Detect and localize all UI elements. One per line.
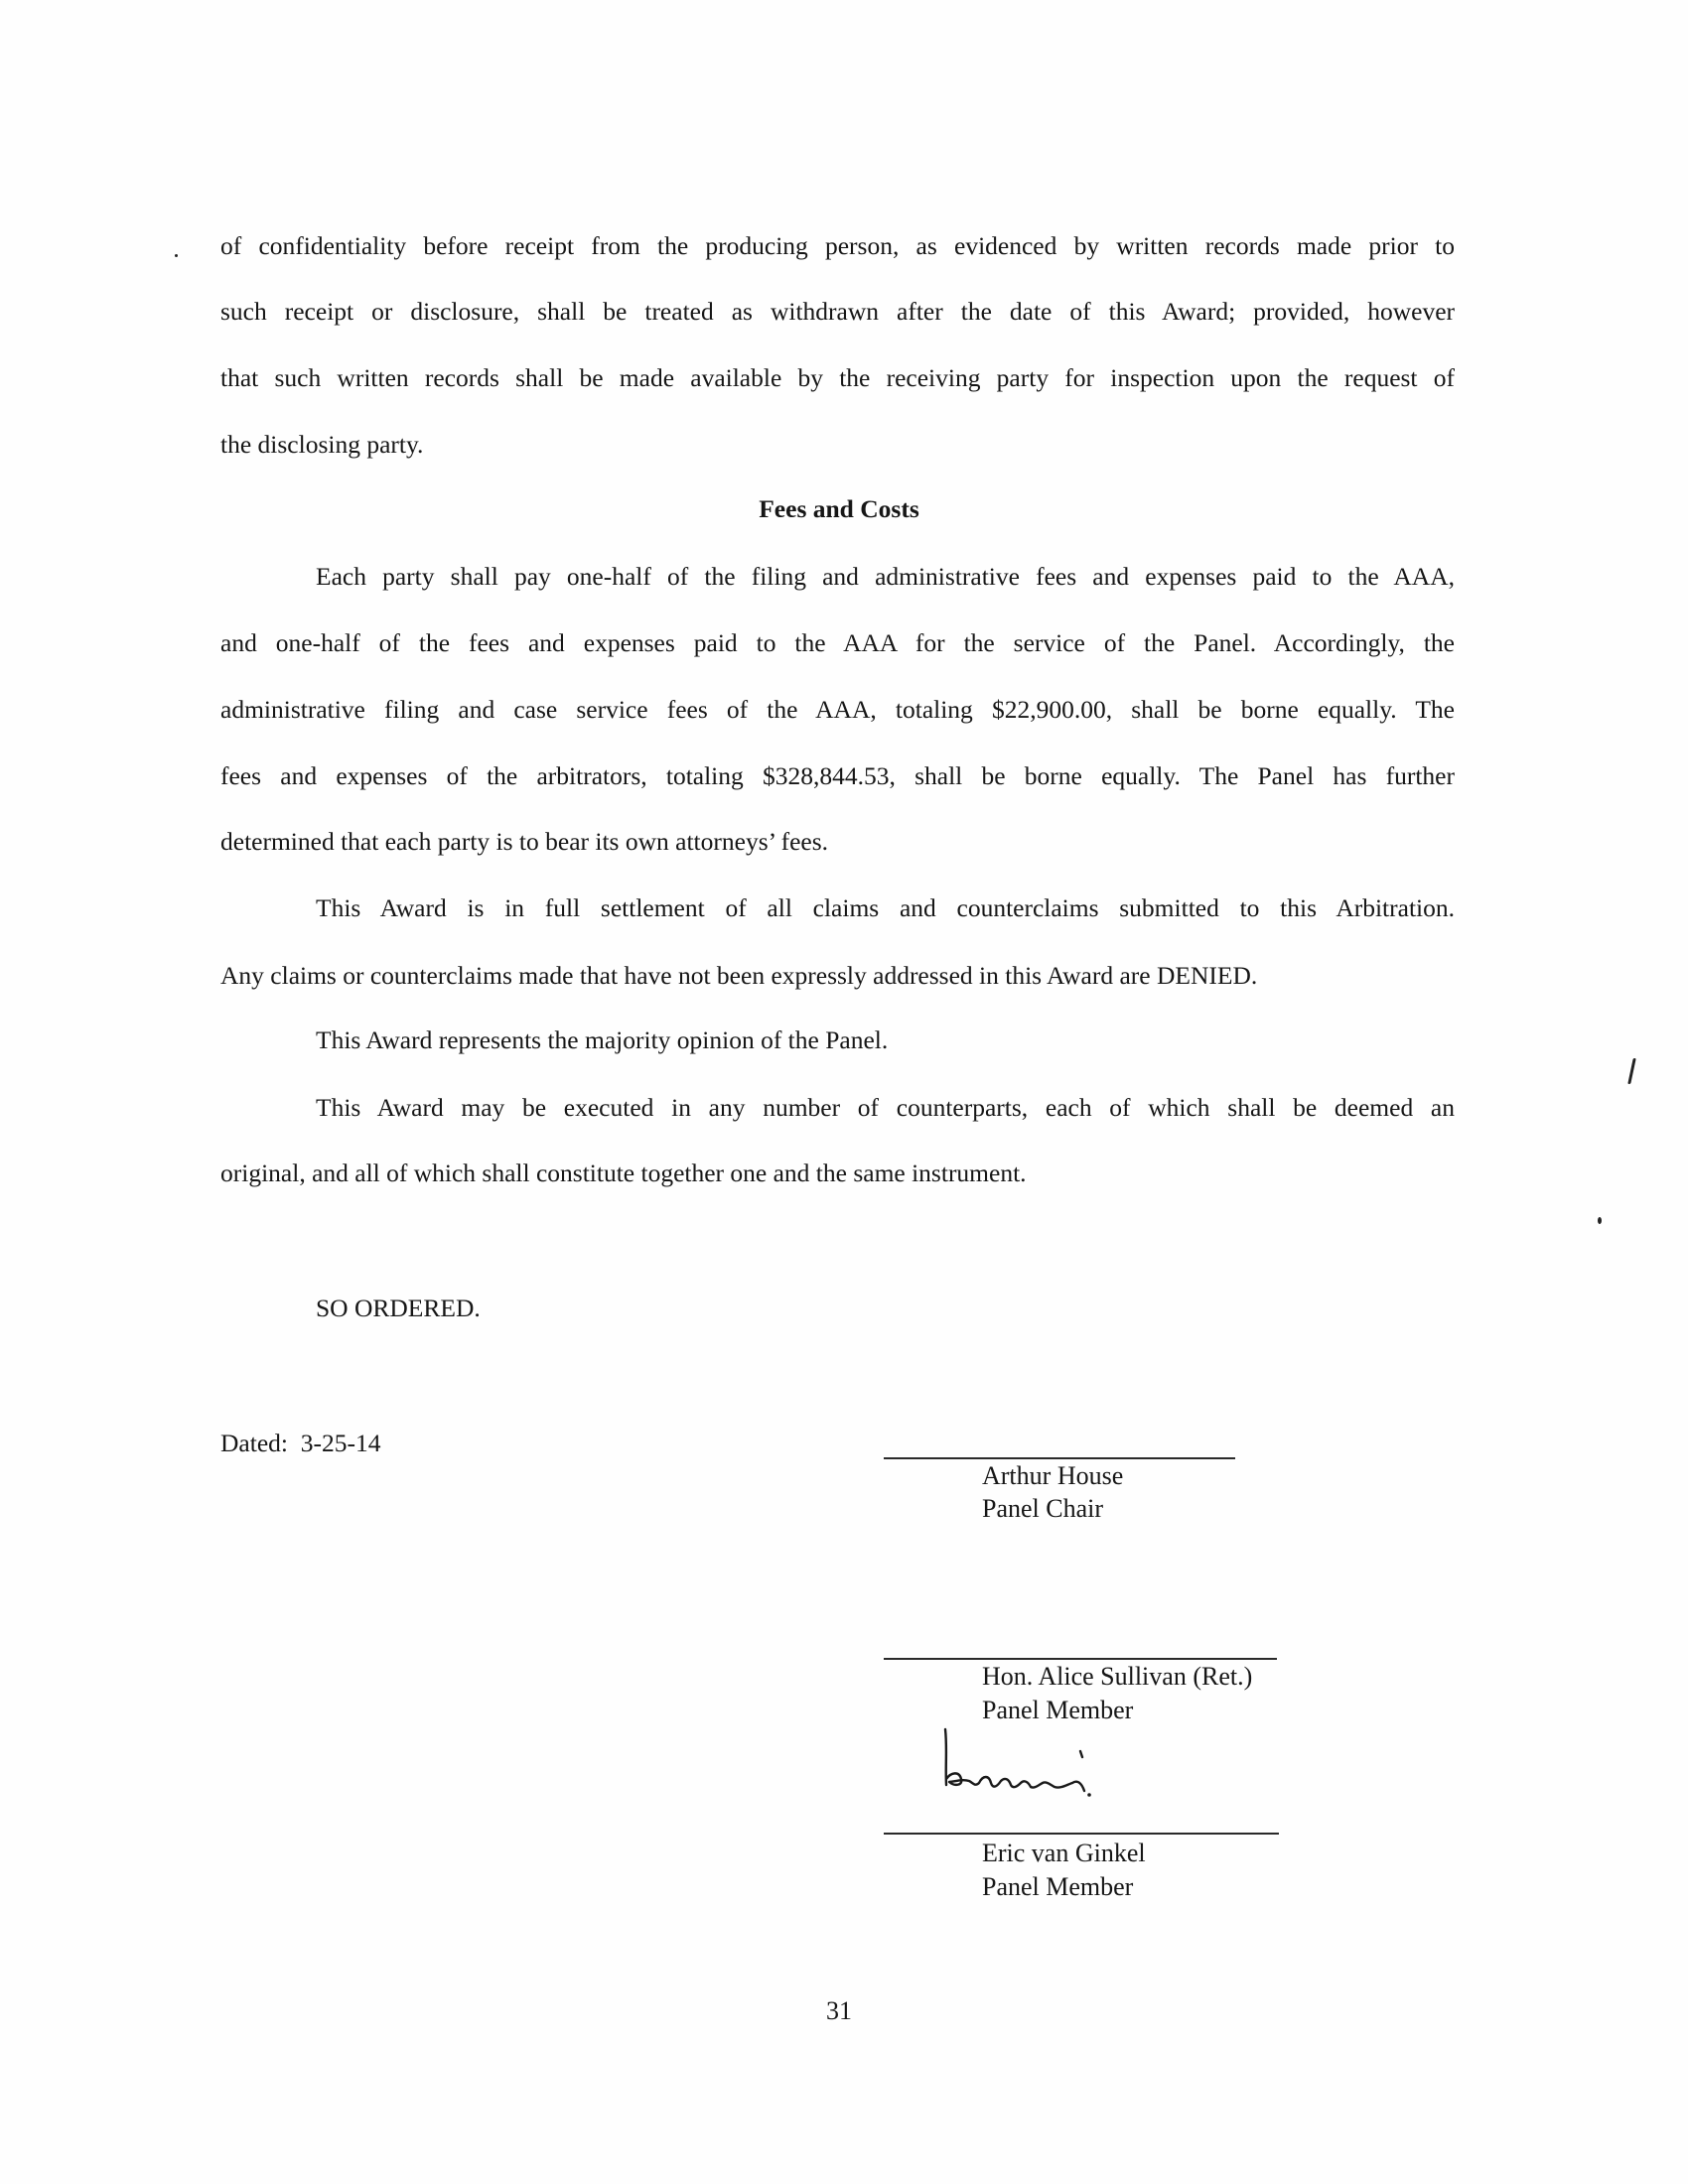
text-line: This Award may be executed in any number of counterparts, each of which shall be deemed an [316, 1093, 1455, 1122]
text-line: This Award is in full settlement of all claims and counterclaims submitted to this Arbitration. [316, 893, 1455, 922]
section-heading-fees-and-costs: Fees and Costs [759, 494, 919, 523]
text-line: that such written records shall be made available by the receiving party for inspection upon the request of [220, 363, 1455, 392]
signatory-title: Panel Member [982, 1872, 1134, 1901]
text-line: and one-half of the fees and expenses paid to the AAA for the service of the Panel. Accordingly, the [220, 628, 1455, 657]
text-line: original, and all of which shall constitute together one and the same instrument. [220, 1159, 1027, 1187]
text-line: determined that each party is to bear its own attorneys’ fees. [220, 827, 829, 856]
text-line: Each party shall pay one-half of the filing and administrative fees and expenses paid to the AAA, [316, 562, 1455, 591]
signatory-title: Panel Chair [982, 1494, 1104, 1523]
signature-line [884, 1833, 1279, 1835]
signature-line [884, 1658, 1277, 1660]
majority-opinion-paragraph: This Award represents the majority opinion of the Panel. [316, 1025, 889, 1054]
scan-speck [175, 254, 178, 257]
signatory-title: Panel Member [982, 1696, 1134, 1724]
text-line: the disclosing party. [220, 430, 424, 459]
signatory-name: Arthur House [982, 1461, 1124, 1490]
text-line: fees and expenses of the arbitrators, totaling $328,844.53, shall be borne equally. The Panel has further [220, 761, 1455, 790]
signatory-name: Eric van Ginkel [982, 1839, 1146, 1867]
so-ordered-text: SO ORDERED. [316, 1294, 481, 1322]
dated-label: Dated: [220, 1429, 288, 1457]
handwritten-signature [933, 1727, 1162, 1807]
text-line: Any claims or counterclaims made that have not been expressly addressed in this Award are DENIED. [220, 961, 1258, 990]
scan-speck [1598, 1217, 1602, 1224]
signature-line [884, 1457, 1235, 1459]
dated-line [220, 1428, 1455, 1459]
scan-mark [1627, 1058, 1636, 1084]
text-line: of confidentiality before receipt from the producing person, as evidenced by written records made prior to [220, 231, 1455, 260]
text-line: such receipt or disclosure, shall be treated as withdrawn after the date of this Award; provided, however [220, 297, 1455, 326]
dated-value: 3-25-14 [300, 1429, 381, 1457]
page-number: 31 [826, 1996, 852, 2025]
text-line: administrative filing and case service fees of the AAA, totaling $22,900.00, shall be borne equally. The [220, 695, 1455, 724]
signatory-name: Hon. Alice Sullivan (Ret.) [982, 1662, 1253, 1691]
